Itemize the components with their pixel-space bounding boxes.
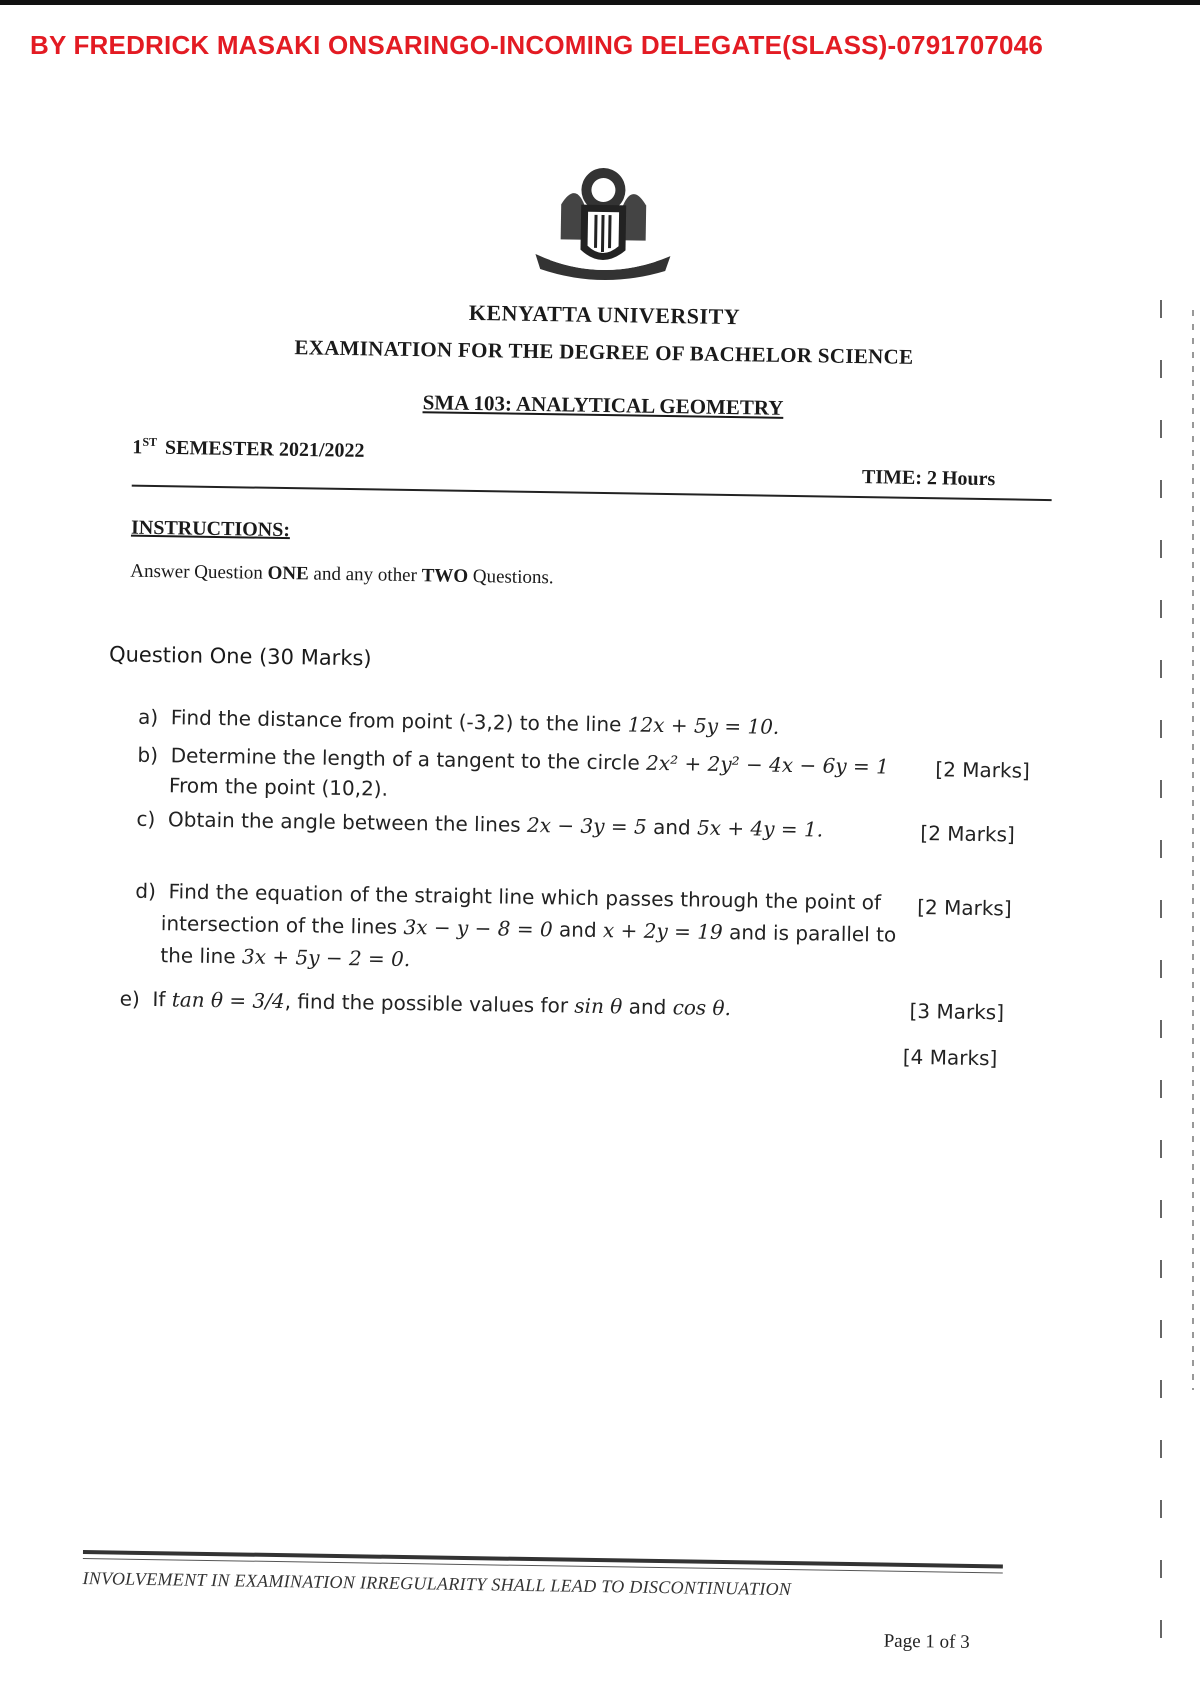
question-a <box>138 705 780 739</box>
item-equation: tan θ = 3/4 <box>171 987 285 1014</box>
question-d-line3 <box>160 943 410 971</box>
question-c <box>136 807 823 842</box>
item-text: and <box>646 814 698 840</box>
item-text: , find the possible values for <box>284 989 575 1018</box>
scan-edge-mark <box>1192 310 1194 1390</box>
instructions-heading: INSTRUCTIONS: <box>130 516 291 542</box>
item-equation: 2x − 3y = 5 <box>526 812 647 839</box>
item-text: intersection of the lines <box>160 911 404 939</box>
item-text: Find the equation of the straight line which passes through the point of <box>168 879 882 915</box>
item-equation: 5x + 4y = 1. <box>696 815 824 842</box>
item-label: d) <box>135 878 157 904</box>
item-text: Obtain the angle between the lines <box>167 807 528 837</box>
question-d-line2 <box>161 911 897 947</box>
exam-title: EXAMINATION FOR THE DEGREE OF BACHELOR SCIENCE <box>294 335 914 369</box>
item-equation: 3x + 5y − 2 = 0. <box>241 944 411 972</box>
item-text: and <box>622 994 673 1020</box>
item-text: the line <box>160 943 243 969</box>
item-label: a) <box>137 704 159 730</box>
item-label: b) <box>137 742 159 768</box>
scan-edge-mark <box>1160 300 1162 1680</box>
question-b-marks: [2 Marks] <box>920 821 1015 847</box>
course-title: SMA 103: ANALYTICAL GEOMETRY <box>422 390 784 420</box>
item-text: Determine the length of a tangent to the circle <box>170 743 647 775</box>
item-label: e) <box>119 986 140 1011</box>
university-name: KENYATTA UNIVERSITY <box>468 299 741 330</box>
question-d-marks: [3 Marks] <box>909 998 1005 1025</box>
item-text: If <box>152 987 172 1012</box>
author-banner: BY FREDRICK MASAKI ONSARINGO-INCOMING DELEGATE(SLASS)-0791707046 <box>30 30 1043 60</box>
question-d <box>135 879 881 915</box>
exam-duration: TIME: 2 Hours <box>861 466 996 491</box>
semester-year: SEMESTER 2021/2022 <box>164 436 365 462</box>
instr-part: Answer Question <box>130 560 268 584</box>
item-label: c) <box>136 806 156 832</box>
semester-superscript: ST <box>142 434 158 450</box>
instructions-text <box>130 561 554 590</box>
question-b-line2: From the point (10,2). <box>168 773 389 801</box>
instr-part: Questions. <box>467 565 554 589</box>
item-text: and <box>552 917 604 943</box>
question-e <box>119 987 731 1021</box>
item-text: Find the distance from point (-3,2) to the line <box>170 705 628 737</box>
footer-warning: INVOLVEMENT IN EXAMINATION IRREGULARITY SHALL LEAD TO DISCONTINUATION <box>82 1567 792 1600</box>
question-one-title: Question One (30 Marks) <box>108 642 372 671</box>
instr-part: and any other <box>308 563 422 587</box>
question-c-marks: [2 Marks] <box>917 895 1012 921</box>
semester-number: 1 <box>132 436 143 459</box>
page-number: Page 1 of 3 <box>883 1630 970 1653</box>
item-equation: x + 2y = 19 <box>602 918 723 944</box>
question-b <box>137 743 889 779</box>
instr-bold: TWO <box>421 565 469 587</box>
item-equation: sin θ <box>574 993 623 1019</box>
instr-bold: ONE <box>267 562 309 585</box>
item-equation: 3x − y − 8 = 0 <box>403 914 553 942</box>
semester-label <box>132 435 365 463</box>
item-text: and is parallel to <box>722 919 897 947</box>
item-equation: cos θ. <box>672 995 732 1021</box>
university-crest-icon <box>525 159 682 286</box>
question-e-marks: [4 Marks] <box>902 1044 998 1071</box>
item-equation: 12x + 5y = 10. <box>627 712 780 739</box>
item-equation: 2x² + 2y² − 4x − 6y = 1 <box>645 750 889 779</box>
question-a-marks: [2 Marks] <box>935 757 1030 783</box>
